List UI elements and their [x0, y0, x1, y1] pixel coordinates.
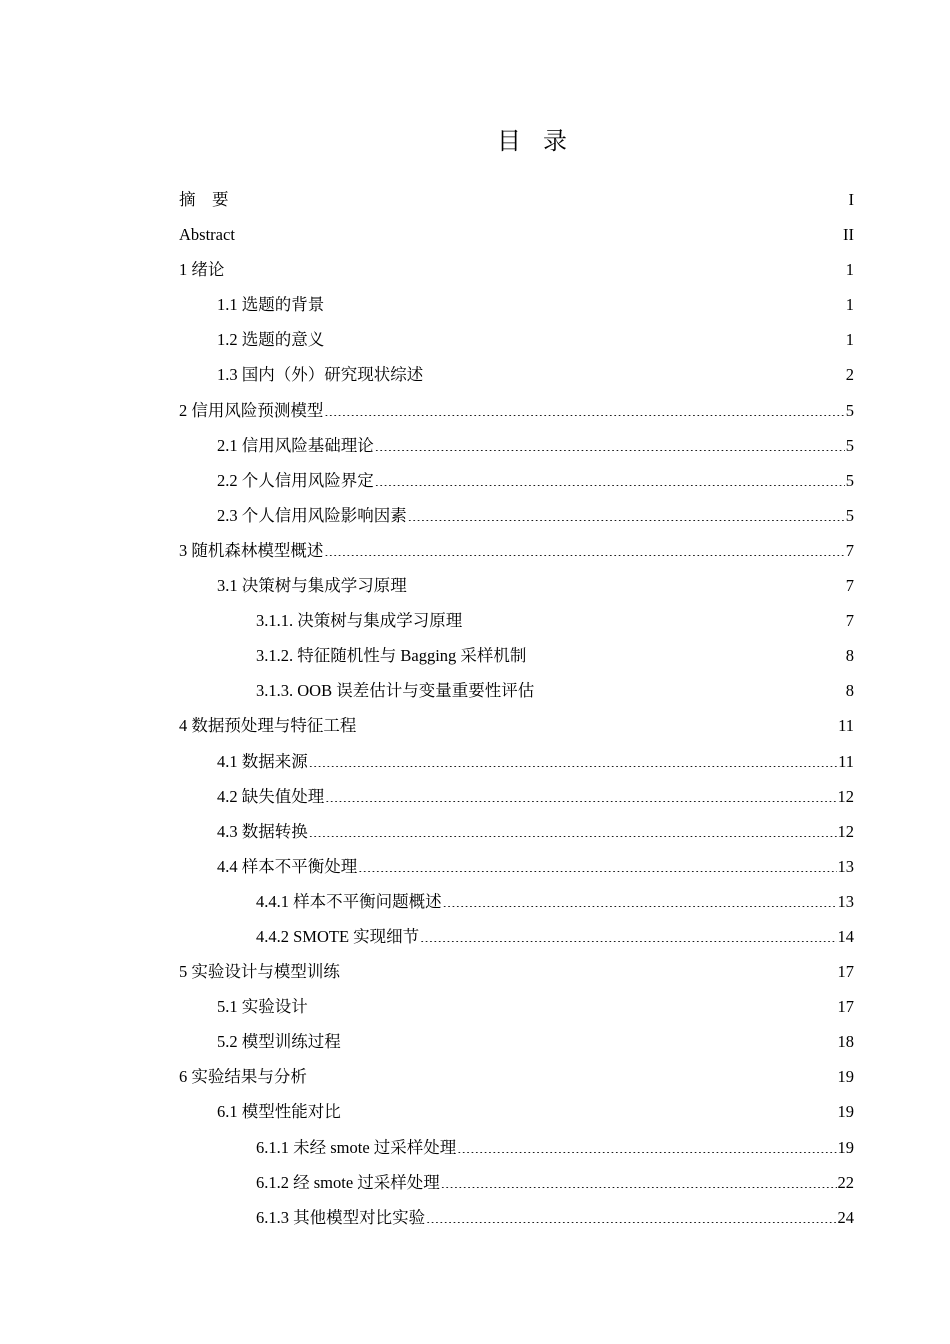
toc-entry-page-number: 1 — [845, 260, 854, 280]
toc-dot-leader — [357, 730, 837, 731]
toc-entry[interactable] — [179, 287, 854, 322]
toc-entry[interactable] — [179, 463, 854, 498]
toc-title: 目录 — [497, 127, 589, 155]
toc-entry-page-number: 19 — [837, 1137, 854, 1157]
toc-entry[interactable] — [179, 498, 854, 533]
toc-entry-label: 1.3 国内（外）研究现状综述 — [217, 365, 424, 385]
toc-entry[interactable] — [179, 428, 854, 463]
toc-entry-page-number: 17 — [837, 997, 854, 1017]
toc-dot-leader — [527, 660, 844, 661]
toc-dot-leader — [408, 590, 845, 591]
toc-entry[interactable] — [179, 357, 854, 392]
toc-entry-label: 3.1 决策树与集成学习原理 — [217, 576, 407, 596]
toc-entry-page-number: 7 — [845, 611, 854, 631]
toc-dot-leader — [342, 1046, 837, 1047]
toc-entry-label: 2 信用风险预测模型 — [179, 400, 324, 420]
toc-entry-label: 3.1.2. 特征随机性与 Bagging 采样机制 — [256, 646, 527, 666]
toc-entry-page-number: 5 — [845, 435, 854, 455]
toc-entry[interactable] — [179, 217, 854, 252]
toc-dot-leader — [441, 1187, 837, 1188]
toc-entry[interactable] — [179, 884, 854, 919]
toc-entry-page-number: 11 — [838, 751, 854, 771]
toc-entry[interactable] — [179, 182, 854, 217]
toc-dot-leader — [230, 204, 848, 205]
toc-entry[interactable] — [179, 1130, 854, 1165]
toc-entry-label: 4.4.1 样本不平衡问题概述 — [256, 891, 442, 911]
toc-entry-page-number: 5 — [845, 400, 854, 420]
toc-entry-page-number: 12 — [837, 821, 854, 841]
toc-entry[interactable] — [179, 954, 854, 989]
toc-entry-label: 4.1 数据来源 — [217, 751, 308, 771]
toc-entry-page-number: 22 — [837, 1172, 854, 1192]
toc-entry-label: 3 随机森林模型概述 — [179, 540, 324, 560]
toc-dot-leader — [309, 1011, 837, 1012]
toc-entry-label: 2.1 信用风险基础理论 — [217, 435, 374, 455]
toc-entry-label: 4.4 样本不平衡处理 — [217, 856, 358, 876]
toc-entry[interactable] — [179, 603, 854, 638]
toc-entry[interactable] — [179, 252, 854, 287]
toc-dot-leader — [308, 1081, 837, 1082]
toc-dot-leader — [325, 801, 836, 802]
toc-entry-label: 4.3 数据转换 — [217, 821, 308, 841]
toc-entry[interactable] — [179, 1094, 854, 1129]
toc-dot-leader — [309, 836, 837, 837]
toc-entry-page-number: 5 — [845, 505, 854, 525]
toc-entry-page-number: 8 — [845, 681, 854, 701]
toc-entry-page-number: 1 — [845, 330, 854, 350]
toc-dot-leader — [420, 941, 836, 942]
toc-entry[interactable] — [179, 919, 854, 954]
toc-entry-page-number: 5 — [845, 470, 854, 490]
toc-entry[interactable] — [179, 673, 854, 708]
toc-entry-label: 4.2 缺失值处理 — [217, 786, 325, 806]
toc-entry[interactable] — [179, 568, 854, 603]
toc-entry-page-number: 1 — [845, 295, 854, 315]
toc-dot-leader — [358, 871, 836, 872]
toc-entry-label: 4 数据预处理与特征工程 — [179, 716, 357, 736]
toc-entry-page-number: 19 — [837, 1102, 854, 1122]
toc-entry[interactable] — [179, 1059, 854, 1094]
toc-dot-leader — [375, 485, 845, 486]
toc-entry-label: 6.1.2 经 smote 过采样处理 — [256, 1172, 440, 1192]
toc-entry-page-number: 8 — [845, 646, 854, 666]
toc-entry-page-number: 13 — [837, 891, 854, 911]
toc-entry-page-number: 18 — [837, 1032, 854, 1052]
toc-dot-leader — [375, 450, 845, 451]
toc-entry-label: 6.1 模型性能对比 — [217, 1102, 341, 1122]
toc-entry[interactable] — [179, 1024, 854, 1059]
toc-entry[interactable] — [179, 708, 854, 743]
toc-entry-page-number: I — [848, 190, 854, 209]
toc-entry[interactable] — [179, 1200, 854, 1235]
toc-entry-page-number: II — [843, 225, 854, 245]
toc-dot-leader — [324, 555, 844, 556]
toc-dot-leader — [426, 1222, 836, 1223]
toc-entry-label: Abstract — [179, 225, 235, 245]
toc-entry-label: 6.1.3 其他模型对比实验 — [256, 1207, 426, 1227]
toc-dot-leader — [408, 520, 845, 521]
toc-entry-label: 2.2 个人信用风险界定 — [217, 470, 374, 490]
toc-entry[interactable] — [179, 989, 854, 1024]
toc-entry-label: 摘 要 — [179, 190, 229, 209]
toc-dot-leader — [535, 695, 845, 696]
toc-entry-label: 6.1.1 未经 smote 过采样处理 — [256, 1137, 457, 1157]
toc-entry[interactable] — [179, 393, 854, 428]
toc-dot-leader — [424, 379, 845, 380]
toc-entry-page-number: 13 — [837, 856, 854, 876]
toc-entry-page-number: 19 — [837, 1067, 854, 1087]
toc-dot-leader — [342, 1116, 837, 1117]
toc-entry-label: 3.1.3. OOB 误差估计与变量重要性评估 — [256, 681, 535, 701]
toc-entry-page-number: 2 — [845, 365, 854, 385]
toc-dot-leader — [236, 239, 842, 240]
toc-entry-page-number: 12 — [837, 786, 854, 806]
toc-entry-label: 1 绪论 — [179, 260, 225, 280]
toc-entry[interactable] — [179, 638, 854, 673]
toc-dot-leader — [309, 766, 837, 767]
toc-entry-label: 4.4.2 SMOTE 实现细节 — [256, 926, 420, 946]
table-of-contents — [179, 182, 854, 1235]
toc-dot-leader — [324, 415, 844, 416]
toc-entry-page-number: 7 — [845, 540, 854, 560]
toc-dot-leader — [443, 906, 837, 907]
toc-entry-label: 3.1.1. 决策树与集成学习原理 — [256, 611, 463, 631]
toc-entry[interactable] — [179, 744, 854, 779]
toc-entry-page-number: 11 — [838, 716, 854, 736]
toc-entry-page-number: 7 — [845, 576, 854, 596]
toc-entry[interactable] — [179, 1165, 854, 1200]
toc-entry-label: 5.1 实验设计 — [217, 997, 308, 1017]
toc-dot-leader — [225, 274, 844, 275]
toc-entry[interactable] — [179, 533, 854, 568]
toc-dot-leader — [325, 344, 845, 345]
toc-dot-leader — [341, 976, 837, 977]
toc-entry-page-number: 17 — [837, 962, 854, 982]
toc-dot-leader — [325, 309, 845, 310]
toc-entry[interactable] — [179, 849, 854, 884]
toc-entry[interactable] — [179, 814, 854, 849]
toc-dot-leader — [463, 625, 845, 626]
toc-entry-page-number: 24 — [837, 1207, 854, 1227]
toc-entry-label: 2.3 个人信用风险影响因素 — [217, 505, 407, 525]
toc-entry-page-number: 14 — [837, 926, 854, 946]
toc-entry-label: 1.2 选题的意义 — [217, 330, 325, 350]
toc-entry[interactable] — [179, 322, 854, 357]
toc-entry[interactable] — [179, 779, 854, 814]
toc-entry-label: 5 实验设计与模型训练 — [179, 962, 340, 982]
toc-entry-label: 5.2 模型训练过程 — [217, 1032, 341, 1052]
toc-entry-label: 6 实验结果与分析 — [179, 1067, 307, 1087]
toc-dot-leader — [457, 1152, 836, 1153]
toc-entry-label: 1.1 选题的背景 — [217, 295, 325, 315]
